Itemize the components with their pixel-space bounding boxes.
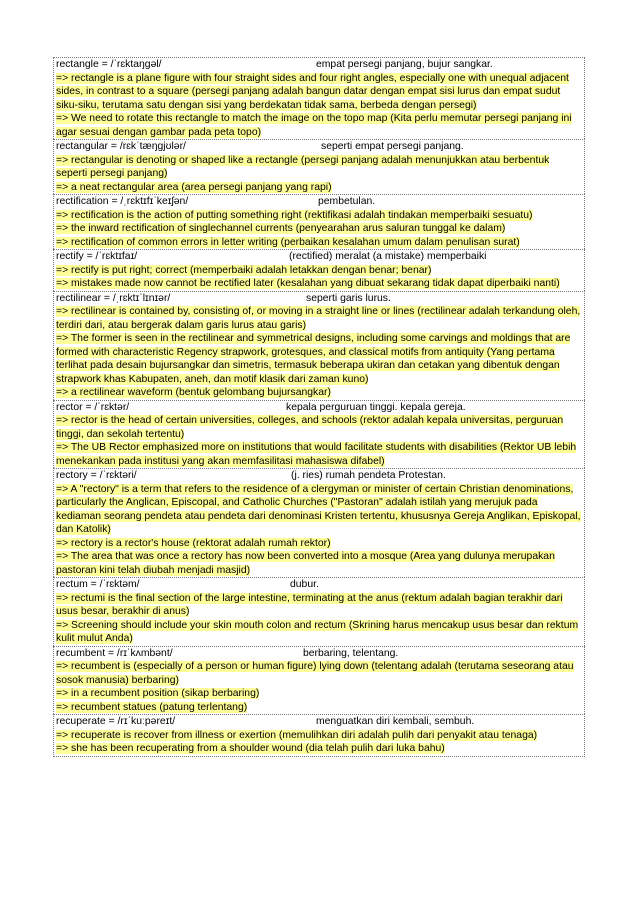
entry-example-text: => rectification is the action of putting something right (rektifikasi adalah tindakan memperbaiki sesuatu) (56, 209, 533, 221)
entry-term: rectangle = /ˈrɛktaŋɡəl/ (56, 59, 162, 70)
entry-term: recuperate = /rɪˈkuːpəreɪt/ (56, 716, 176, 727)
entry-example-line (54, 72, 584, 113)
entry-meaning: seperti empat persegi panjang. (321, 141, 464, 152)
entry-example-line (54, 264, 584, 278)
entry-example-line (54, 742, 584, 756)
entry-example-text: => a rectilinear waveform (bentuk gelombang bujursangkar) (56, 387, 331, 398)
dictionary-entry (53, 139, 585, 194)
entry-headword-line (54, 469, 584, 483)
entry-example-line (54, 687, 584, 701)
entry-example-line (54, 441, 584, 468)
entry-term: rectify = /ˈrɛktɪfaɪ/ (56, 251, 138, 262)
entry-term: rectification = /ˌrɛktɪfɪˈkeɪʃən/ (56, 196, 189, 207)
entry-example-line (54, 592, 584, 619)
entry-meaning: menguatkan diri kembali, sembuh. (316, 716, 475, 727)
entry-headword-line (54, 250, 584, 264)
dictionary-entry (53, 400, 585, 469)
entry-example-text: => recuperate is recover from illness or exertion (memulihkan diri adalah pulih dari penyakit atau tenaga) (56, 729, 538, 741)
dictionary-entry (53, 646, 585, 715)
entry-example-line (54, 729, 584, 743)
entry-example-line (54, 332, 584, 386)
entry-example-line (54, 277, 584, 291)
entry-term: rectory = /ˈrɛktəri/ (56, 470, 137, 481)
dictionary-entry (53, 291, 585, 400)
entry-example-line (54, 550, 584, 577)
entry-example-line (54, 305, 584, 332)
entry-example-text: => recumbent is (especially of a person or human figure) lying down (telentang adalah (terutama seseorang atau sosok manusia) berbaring) (56, 661, 574, 686)
entry-example-line (54, 701, 584, 715)
entry-example-line (54, 483, 584, 537)
entry-headword-line (54, 140, 584, 154)
entry-meaning: (rectified) meralat (a mistake) memperbaiki (289, 251, 487, 262)
entry-meaning: (j. ries) rumah pendeta Protestan. (291, 470, 446, 481)
entry-example-text: => The UB Rector emphasized more on institutions that would facilitate students with disabilities (Rektor UB lebih menekankan pada institusi yang akan memfasilitasi mahasiswa difabel) (56, 442, 577, 467)
entry-meaning: dubur. (290, 579, 319, 590)
dictionary-entries (53, 57, 585, 757)
entry-example-line (54, 414, 584, 441)
entry-example-text: => rectangular is denoting or shaped like a rectangle (persegi panjang adalah menunjukkan atau berbentuk seperti persegi panjang) (56, 154, 550, 179)
entry-headword-line (54, 647, 584, 661)
entry-example-line (54, 222, 584, 236)
entry-meaning: empat persegi panjang, bujur sangkar. (316, 59, 493, 70)
entry-example-text: => A "rectory" is a term that refers to the residence of a clergyman or minister of certain Christian denominations, particularly the Anglican, Episcopal, and Catholic Churches ("Pastoran" adalah istilah yang merujuk pada kediaman seorang pendeta atau pendeta dari denominasi Kristen tertentu, khususnya Gereja Anglikan, Episkopal, dan Katolik) (56, 483, 581, 535)
entry-meaning: seperti garis lurus. (306, 292, 391, 304)
entry-headword-line (54, 292, 584, 306)
entry-term: rector = /ˈrɛktər/ (56, 401, 130, 413)
entry-headword-line (54, 715, 584, 729)
entry-headword-line (54, 58, 584, 72)
dictionary-entry (53, 249, 585, 291)
entry-example-text: => mistakes made now cannot be rectified later (kesalahan yang dibuat sekarang tidak dapat diperbaiki nanti) (56, 278, 560, 289)
entry-example-line (54, 236, 584, 250)
dictionary-entry (53, 577, 585, 646)
entry-example-text: => she has been recuperating from a shoulder wound (dia telah pulih dari luka bahu) (56, 743, 445, 754)
entry-headword-line (54, 195, 584, 209)
dictionary-entry (53, 57, 585, 139)
entry-example-text: => We need to rotate this rectangle to match the image on the topo map (Kita perlu memutar persegi panjang ini agar sesuai dengan gambar pada peta topo) (56, 113, 572, 138)
entry-example-line (54, 112, 584, 139)
entry-meaning: pembetulan. (318, 196, 376, 207)
entry-example-text: => a neat rectangular area (area persegi panjang yang rapi) (56, 181, 332, 193)
entry-example-text: => in a recumbent position (sikap berbaring) (56, 688, 260, 699)
entry-meaning: kepala perguruan tinggi. kepala gereja. (286, 401, 466, 413)
entry-example-text: => rectilinear is contained by, consisting of, or moving in a straight line or lines (rectilinear adalah terkandung oleh, terdiri dari, atau bergerak dalam garis lurus atau garis) (56, 306, 581, 331)
entry-example-text: => rector is the head of certain universities, colleges, and schools (rektor adalah kepala universitas, perguruan tinggi, dan sekolah tertentu) (56, 415, 564, 440)
entry-term: rectangular = /rɛkˈtæŋɡjʊlər/ (56, 141, 186, 152)
entry-example-line (54, 386, 584, 400)
entry-example-text: => rectangle is a plane figure with four straight sides and four right angles, especially one with unequal adjacent sides, in contrast to a square (persegi panjang adalah bangun datar dengan empat sisi lurus dan empat sudut siku-siku, terutama satu dengan sisi yang berdekatan tidak sama, berbeda dengan persegi) (56, 72, 569, 111)
entry-example-text: => the inward rectification of singlechannel currents (penyearahan arus saluran tunggal ke dalam) (56, 223, 506, 234)
entry-example-text: => rectory is a rector's house (rektorat adalah rumah rektor) (56, 537, 331, 549)
entry-example-text: => The area that was once a rectory has now been converted into a mosque (Area yang dulunya merupakan pastoran kini telah diubah menjadi masjid) (56, 551, 555, 576)
entry-term: rectum = /ˈrɛktəm/ (56, 579, 140, 590)
entry-example-text: => rectification of common errors in letter writing (perbaikan kesalahan umum dalam penulisan surat) (56, 236, 520, 248)
entry-example-text: => Screening should include your skin mouth colon and rectum (Skrining harus mencakup usus besar dan rektum kulit mulut Anda) (56, 619, 579, 644)
dictionary-entry (53, 714, 585, 757)
entry-example-line (54, 619, 584, 646)
entry-example-text: => The former is seen in the rectilinear and symmetrical designs, including some carvings and moldings that are formed with characteristic Regency strapwork, grotesques, and classical motifs from antiquity (Yang pertama terlihat pada desain bujursangkar dan simetris, termasuk beberapa ukiran dan cetakan yang dibentuk dengan strapwork khas Kabupaten, aneh, dan motif klasik dari zaman kuno) (56, 333, 571, 385)
entry-example-text: => recumbent statues (patung terlentang) (56, 701, 248, 713)
entry-example-line (54, 660, 584, 687)
entry-headword-line (54, 401, 584, 415)
entry-example-line (54, 154, 584, 181)
entry-example-text: => rectify is put right; correct (memperbaiki adalah letakkan dengan benar; benar) (56, 264, 432, 276)
entry-term: recumbent = /rɪˈkʌmbənt/ (56, 647, 173, 659)
entry-term: rectilinear = /ˌrɛktɪˈlɪnɪər/ (56, 292, 171, 304)
entry-meaning: berbaring, telentang. (303, 647, 399, 659)
entry-example-line (54, 209, 584, 223)
entry-example-line (54, 181, 584, 195)
entry-headword-line (54, 578, 584, 592)
entry-example-line (54, 537, 584, 551)
dictionary-entry (53, 468, 585, 577)
entry-example-text: => rectumi is the final section of the large intestine, terminating at the anus (rektum adalah bagian terakhir dari usus besar, berakhir di anus) (56, 592, 563, 617)
dictionary-entry (53, 194, 585, 249)
